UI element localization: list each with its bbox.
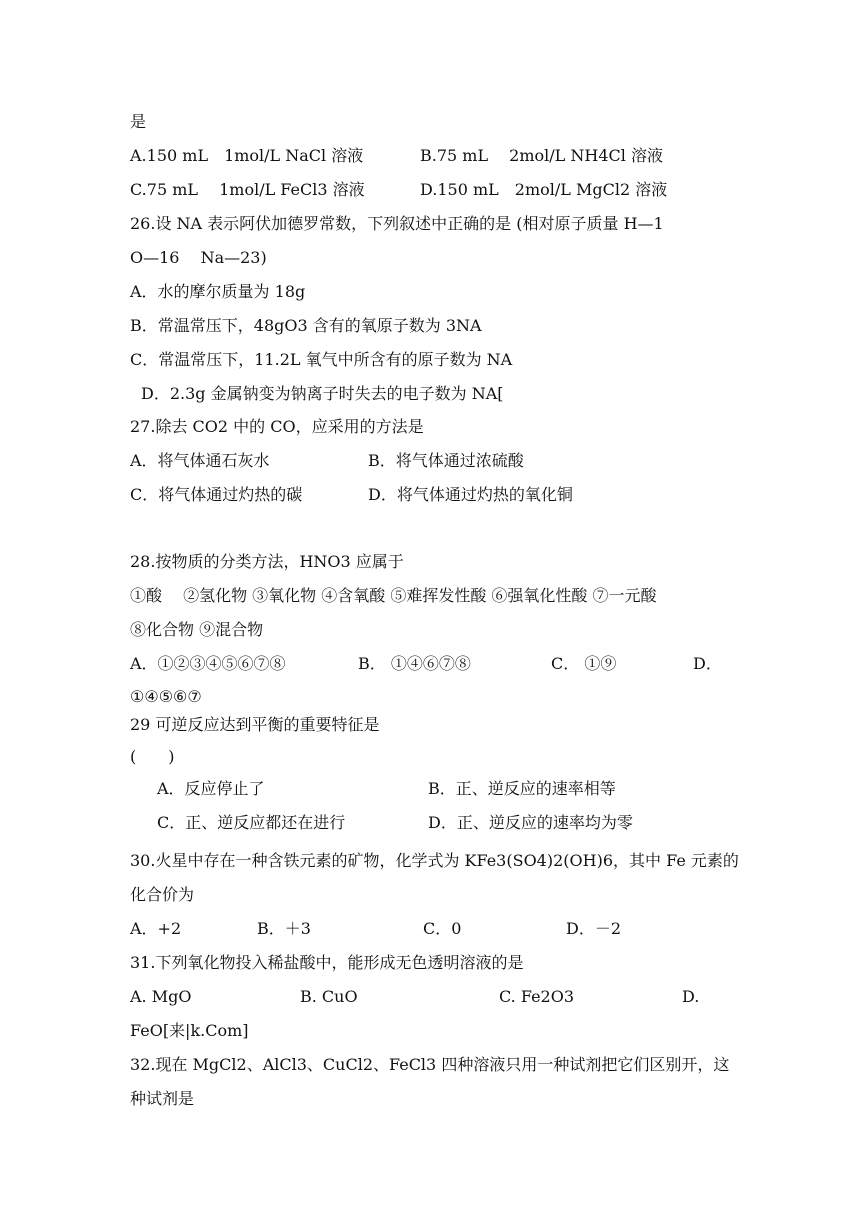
option-a: A. MgO — [130, 987, 192, 1006]
option-d-cont: FeO[来|k.Com] — [130, 1021, 249, 1040]
option-c: C． ①⑨ — [551, 654, 617, 673]
question-30: 30.火星中存在一种含铁元素的矿物，化学式为 KFe3(SO4)2(OH)6，其中 Fe 元素的 — [130, 851, 739, 870]
option-d: D．－2 — [566, 919, 622, 938]
question-28-items: ①酸 ②氢化物 ③氧化物 ④含氧酸 ⑤难挥发性酸 ⑥强氧化性酸 ⑦一元酸 — [130, 586, 657, 605]
question-32: 32.现在 MgCl2、AlCl3、CuCl2、FeCl3 四种溶液只用一种试剂把它们区别开，这 — [130, 1055, 730, 1074]
question-32-cont: 种试剂是 — [130, 1089, 195, 1108]
option-d: D.150 mL 2mol/L MgCl2 溶液 — [420, 180, 668, 199]
option-d: D．2.3g 金属钠变为钠离子时失去的电子数为 NA[ — [141, 384, 504, 403]
question-28: 28.按物质的分类方法，HNO3 应属于 — [130, 552, 404, 571]
option-c: C．将气体通过灼热的碳 — [130, 485, 303, 504]
option-c: C.75 mL 1mol/L FeCl3 溶液 — [130, 180, 365, 199]
option-d: D．正、逆反应的速率均为零 — [428, 813, 633, 832]
option-a: A．将气体通石灰水 — [130, 451, 270, 470]
option-b: B．正、逆反应的速率相等 — [428, 779, 616, 798]
option-c: C．正、逆反应都还在进行 — [157, 813, 346, 832]
option-b: B．将气体通过浓硫酸 — [368, 451, 524, 470]
option-a: A．+2 — [130, 919, 182, 938]
option-b: B．＋3 — [257, 919, 311, 938]
option-d-cont: ①④⑤⑥⑦ — [130, 687, 202, 706]
option-d: D. — [682, 987, 700, 1006]
option-d: D．将气体通过灼热的氧化铜 — [368, 485, 573, 504]
question-30-cont: 化合价为 — [130, 885, 195, 904]
text-line: 是 — [130, 112, 147, 131]
option-b: B.75 mL 2mol/L NH4Cl 溶液 — [420, 146, 663, 165]
question-31: 31.下列氧化物投入稀盐酸中，能形成无色透明溶液的是 — [130, 953, 524, 972]
question-26: 26.设 NA 表示阿伏加德罗常数，下列叙述中正确的是 (相对原子质量 H—1 — [130, 214, 664, 233]
option-d: D． — [693, 654, 722, 673]
question-27: 27.除去 CO2 中的 CO，应采用的方法是 — [130, 417, 424, 436]
question-26-cont: O—16 Na—23) — [130, 248, 267, 267]
option-a: A．①②③④⑤⑥⑦⑧ — [130, 654, 286, 673]
question-28-items-cont: ⑧化合物 ⑨混合物 — [130, 620, 264, 639]
option-c: C. Fe2O3 — [499, 987, 575, 1006]
question-29: 29 可逆反应达到平衡的重要特征是 — [130, 715, 380, 734]
option-a: A．反应停止了 — [157, 779, 265, 798]
option-c: C．0 — [423, 919, 462, 938]
option-b: B. CuO — [300, 987, 358, 1006]
option-b: B．常温常压下，48gO3 含有的氧原子数为 3NA — [130, 316, 482, 335]
answer-blank: ( ) — [130, 747, 175, 766]
option-a: A.150 mL 1mol/L NaCl 溶液 — [130, 146, 364, 165]
option-b: B． ①④⑥⑦⑧ — [358, 654, 471, 673]
option-a: A．水的摩尔质量为 18g — [130, 282, 306, 301]
option-c: C．常温常压下，11.2L 氧气中所含有的原子数为 NA — [130, 350, 513, 369]
